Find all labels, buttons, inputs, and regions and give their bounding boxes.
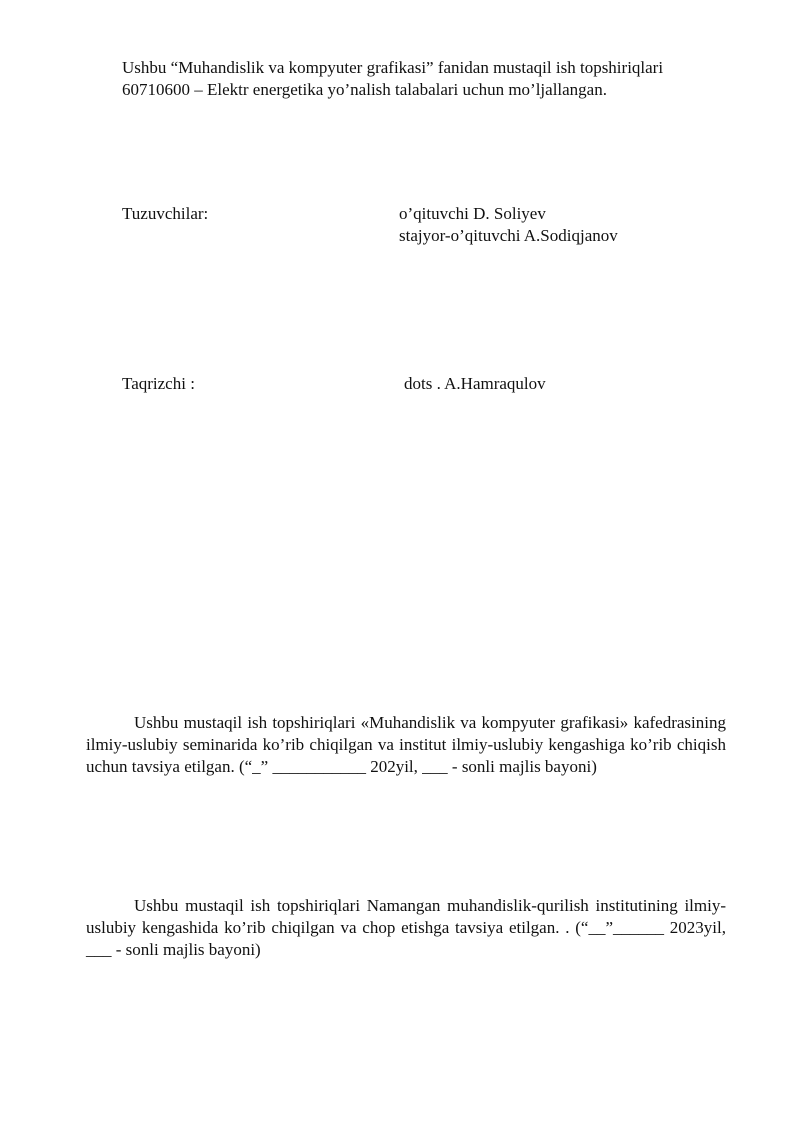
approval-note-institute: Ushbu mustaqil ish topshiriqlari Namangan muhandislik-qurilish institutining ilmiy-uslubiy kengashida ko’rib chiqilgan va chop etishga tavsiya etilgan. . (“__”______ 2023yil, ___ - sonli majlis bayoni) — [86, 896, 726, 959]
intro-line-1: Ushbu “Muhandislik va kompyuter grafikasi” fanidan mustaqil ish topshiriqlari — [122, 58, 664, 77]
reviewer-name: dots . A.Hamraqulov — [404, 374, 546, 393]
authors-label: Tuzuvchilar: — [122, 204, 209, 223]
authors-names — [399, 203, 618, 247]
approval-note-department: Ushbu mustaqil ish topshiriqlari «Muhandislik va kompyuter grafikasi» kafedrasining ilmiy-uslubiy seminarida ko’rib chiqilgan va institut ilmiy-uslubiy kengashiga ko’rib chiqish uchun tavsiya etilgan. (“_” ___________ 202yil, ___ - sonli majlis bayoni) — [86, 713, 726, 776]
reviewer-label: Taqrizchi : — [122, 374, 195, 393]
author-name-1: o’qituvchi D. Soliyev — [399, 204, 546, 223]
author-name-2: stajyor-o’qituvchi A.Sodiqjanov — [399, 226, 618, 245]
reviewer-names — [404, 373, 546, 395]
intro-line-2: 60710600 – Elektr energetika yo’nalish talabalari uchun mo’ljallangan. — [122, 80, 607, 99]
intro-block — [122, 57, 742, 101]
